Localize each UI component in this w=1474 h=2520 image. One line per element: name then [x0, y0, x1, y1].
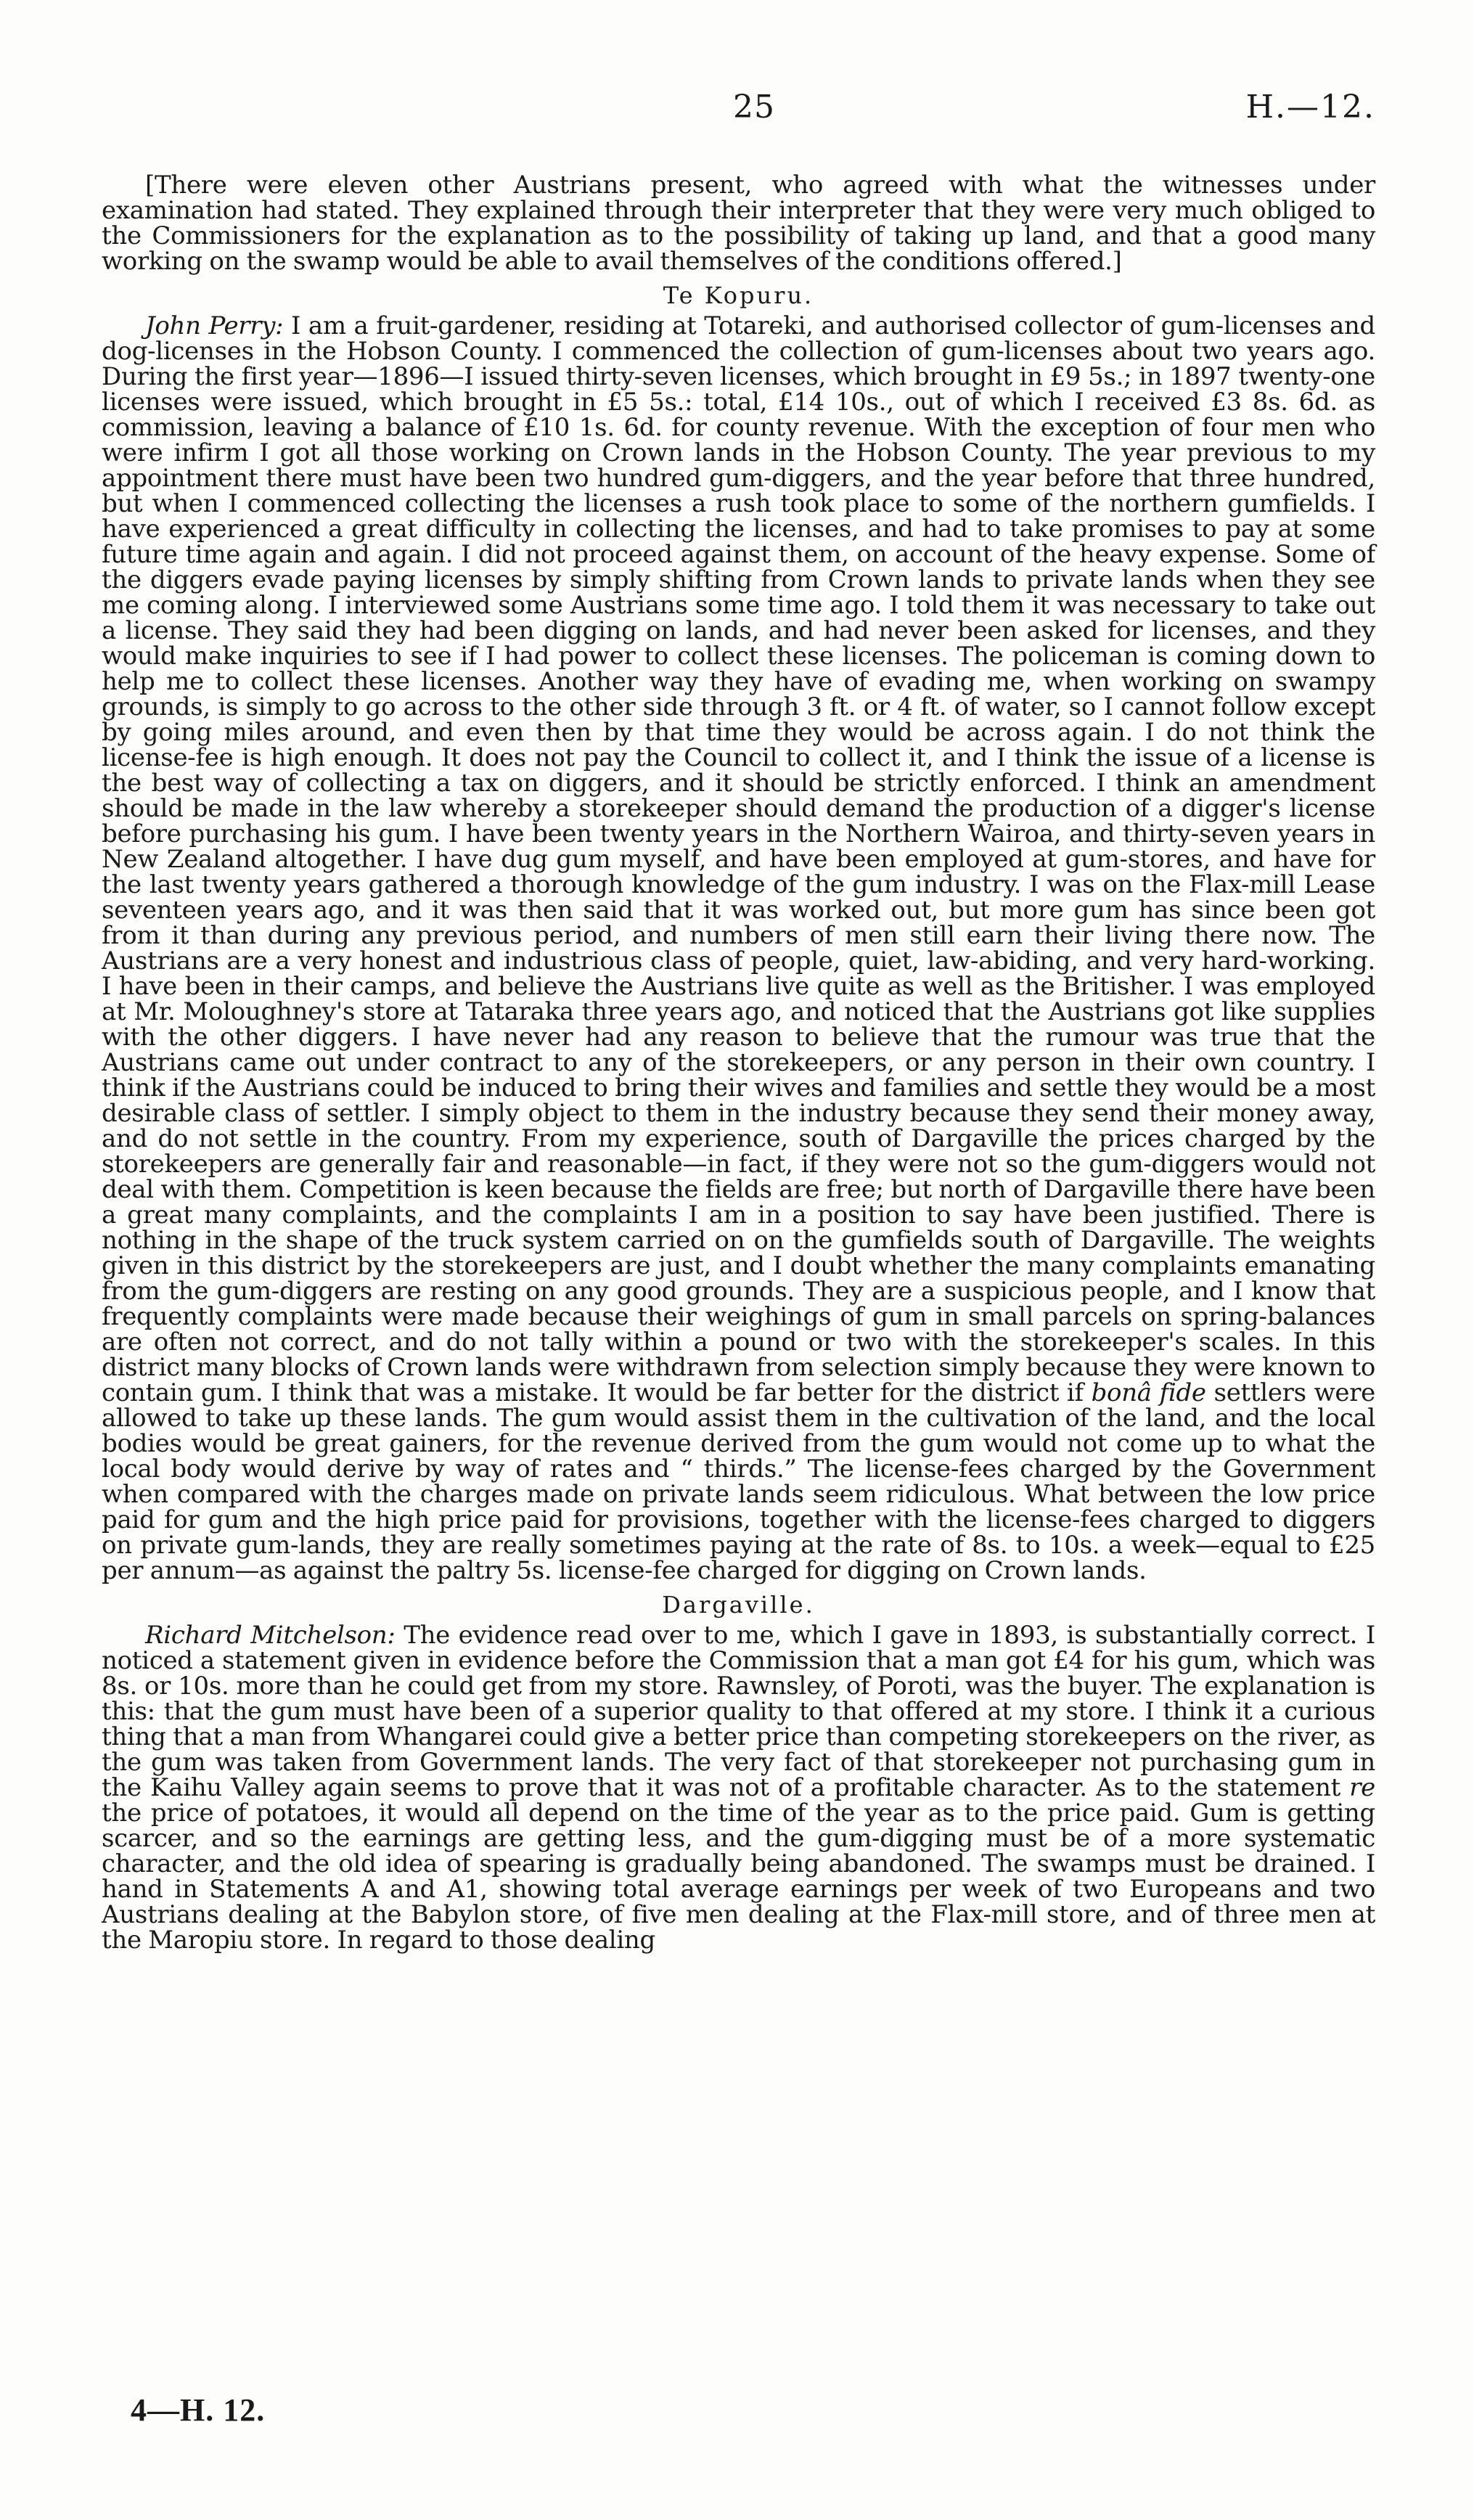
intro-paragraph: [There were eleven other Austrians present, who agreed with what the witnesses under examination had stated. They explained through their interpreter that they were very much obliged to the Commissioners for the explanation as to the possibility of taking up land, and that a good many working on the swamp would be able to avail themselves of the conditions offered.] [102, 171, 1375, 276]
section-heading-te-kopuru: Te Kopuru. [663, 282, 814, 309]
testimony-richard-mitchelson [102, 1623, 1375, 1953]
testimony-text: The evidence read over to me, which I gave in 1893, is substantially correct. I noticed a statement given in evidence before the Commission that a man got £4 for his gum, which was 8s. or 10s. more than he could get from my store. Rawnsley, of Poroti, was the buyer. The explanation is this: that the gum must have been of a superior quality to that offered at my store. I think it a curious thing that a man from Whangarei could give a better price than competing storekeepers on the river, as the gum was taken from Government lands. The very fact of that storekeeper not purchasing gum in the Kaihu Valley again seems to prove that it was not of a profitable character. As to the statement [102, 1621, 1375, 1802]
section-heading-dargaville: Dargaville. [662, 1591, 815, 1619]
document-code: H.—12. [1245, 89, 1375, 126]
italic-phrase: bonâ fide [1091, 1378, 1206, 1407]
testimony-john-perry [102, 311, 1375, 1585]
italic-word: re [1349, 1773, 1375, 1802]
page-header [102, 0, 1375, 160]
page-number: 25 [733, 89, 775, 126]
speaker-name: Richard Mitchelson: [145, 1621, 396, 1650]
speaker-name: John Perry: [145, 311, 284, 340]
footer-signature: 4—H. 12. [131, 2392, 266, 2428]
testimony-text: I am a fruit-gardener, residing at Totareki, and authorised collector of gum-licenses and dog-licenses in the Hobson County. I commenced the collection of gum-licenses about two years ago. During the first year—1896—I issued thirty-seven licenses, which brought in £9 5s.; in 1897 twenty-one licenses were issued, which brought in £5 5s.: total, £14 10s., out of which I received £3 8s. 6d. as commission, leaving a balance of £10 1s. 6d. for county revenue. With the exception of four men who were infirm I got all those working on Crown lands in the Hobson County. The year previous to my appointment there must have been two hundred gum-diggers, and the year before that three hundred, but when I commenced collecting the licenses a rush took place to some of the northern gumfields. I have experienced a great difficulty in collecting the licenses, and had to take promises to pay at some future time again and again. I did not proceed against them, on account of the heavy expense. Some of the diggers evade paying licenses by simply shifting from Crown lands to private lands when they see me coming along. I interviewed some Austrians some time ago. I told them it was necessary to take out a license. They said they had been digging on lands, and had never been asked for licenses, and they would make inquiries to see if I had power to collect these licenses. The policeman is coming down to help me to collect these licenses. Another way they have of evading me, when working on swampy grounds, is simply to go across to the other side through 3 ft. or 4 ft. of water, so I cannot follow except by going miles around, and even then by that time they would be across again. I do not think the license-fee is high enough. It does not pay the Council to collect it, and I think the issue of a license is the best way of collecting a tax on diggers, and it should be strictly enforced. I think an amendment should be made in the law whereby a storekeeper should demand the production of a digger's license before purchasing his gum. I have been twenty years in the Northern Wairoa, and thirty-seven years in New Zealand altogether. I have dug gum myself, and have been employed at gum-stores, and have for the last twenty years gathered a thorough knowledge of the gum industry. I was on the Flax-mill Lease seventeen years ago, and it was then said that it was worked out, but more gum has since been got from it than during any previous period, and numbers of men still earn their living there now. The Austrians are a very honest and industrious class of people, quiet, law-abiding, and very hard-working. I have been in their camps, and believe the Austrians live quite as well as the Britisher. I was employed at Mr. Moloughney's store at Tataraka three years ago, and noticed that the Austrians got like supplies with the other diggers. I have never had any reason to believe that the rumour was true that the Austrians came out under contract to any of the storekeepers, or any person in their own country. I think if the Austrians could be induced to bring their wives and families and settle they would be a most desirable class of settler. I simply object to them in the industry because they send their money away, and do not settle in the country. From my experience, south of Dargaville the prices charged by the storekeepers are generally fair and reasonable—in fact, if they were not so the gum-diggers would not deal with them. Competition is keen because the fields are free; but north of Dargaville there have been a great many complaints, and the complaints I am in a position to say have been justified. There is nothing in the shape of the truck system carried on on the gumfields south of Dargaville. The weights given in this district by the storekeepers are just, and I doubt whether the many complaints emanating from the gum-diggers are resting on any good grounds. They are a suspicious people, and I know that frequently complaints were made because their weighings of gum in small parcels on spring-balances are often not correct, and do not tally within a pound or two with the storekeeper's scales. In this district many blocks of Crown lands were withdrawn from selection simply because they were known to contain gum. I think that was a mistake. It would be far better for the district if [102, 311, 1375, 1407]
page-content [102, 0, 1375, 1953]
testimony-text-continued: settlers were allowed to take up these lands. The gum would assist them in the cultivation of the land, and the local bodies would be great gainers, for the revenue derived from the gum would not come up to what the local body would derive by way of rates and “ thirds.” The license-fees charged by the Government when compared with the charges made on private lands seem ridiculous. What between the low price paid for gum and the high price paid for provisions, together with the license-fees charged to diggers on private gum-lands, they are really sometimes paying at the rate of 8s. to 10s. a week—equal to £25 per annum—as against the paltry 5s. license-fee charged for digging on Crown lands. [102, 1378, 1375, 1585]
testimony-text-continued: the price of potatoes, it would all depend on the time of the year as to the price paid. Gum is getting scarcer, and so the earnings are getting less, and the gum-digging must be of a more systematic character, and the old idea of spearing is gradually being abandoned. The swamps must be drained. I hand in Statements A and A1, showing total average earnings per week of two Europeans and two Austrians dealing at the Babylon store, of five men dealing at the Flax-mill store, and of three men at the Maropiu store. In regard to those dealing [102, 1799, 1375, 1955]
